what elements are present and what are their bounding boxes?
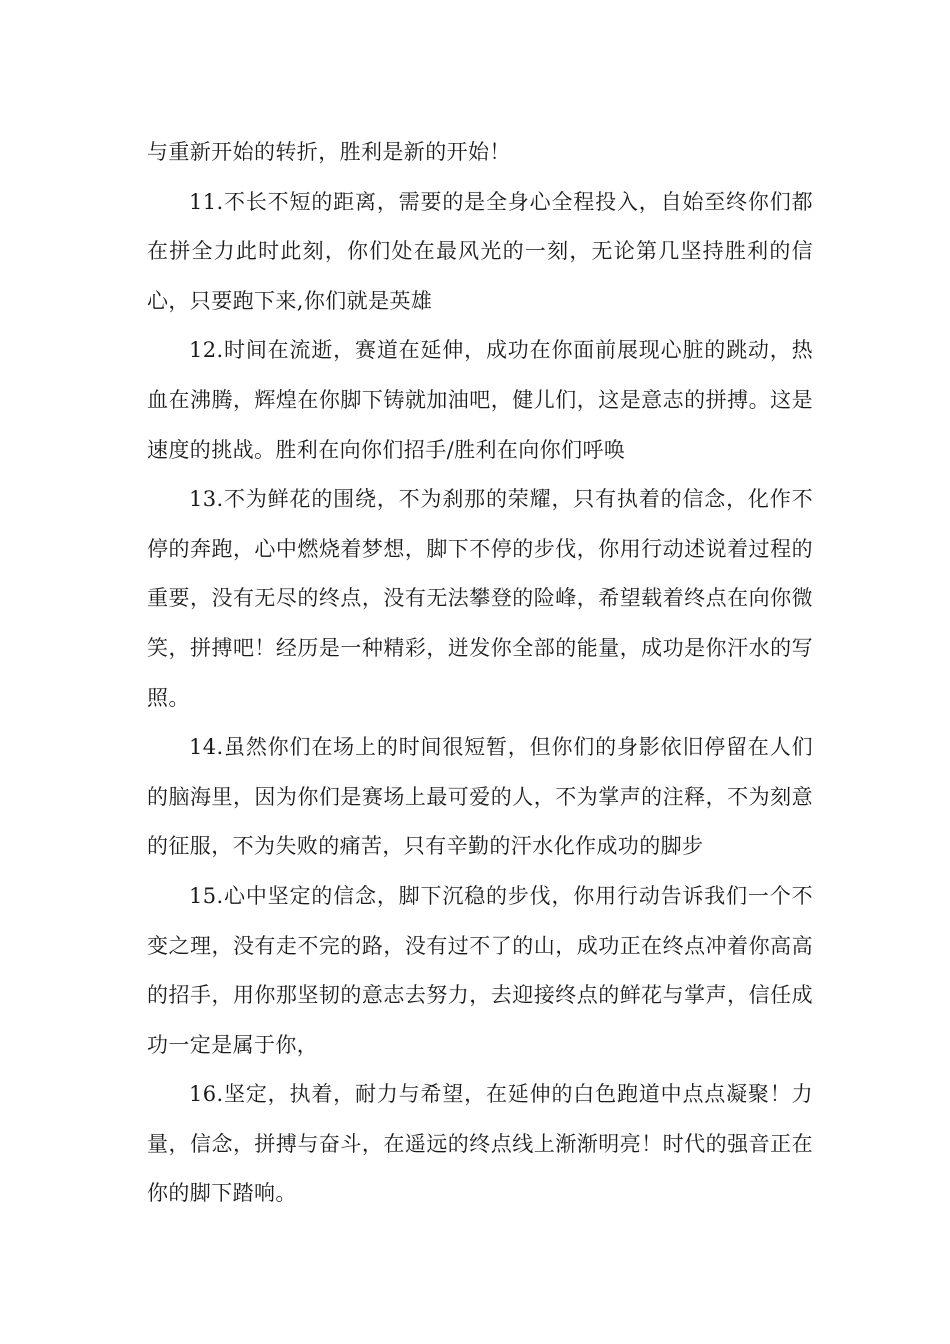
paragraph-12: 12.时间在流逝，赛道在延伸，成功在你面前展现心脏的跳动，热血在沸腾，辉煌在你脚下铸就加油吧，健儿们，这是意志的拼搏。这是速度的挑战。胜利在向你们招手/胜利在向你们呼唤 [147, 338, 813, 462]
paragraph-continuation: 与重新开始的转折，胜利是新的开始！ [147, 140, 511, 164]
paragraph-14: 14.虽然你们在场上的时间很短暂，但你们的身影依旧停留在人们的脑海里，因为你们是赛场上最可爱的人，不为掌声的注释，不为刻意的征服，不为失败的痛苦，只有辛勤的汗水化作成功的脚步 [147, 735, 813, 859]
paragraph-11: 11.不长不短的距离，需要的是全身心全程投入，自始至终你们都在拼全力此时此刻，你们处在最风光的一刻，无论第几坚持胜利的信心，只要跑下来,你们就是英雄 [147, 189, 813, 313]
paragraph-16: 16.坚定，执着，耐力与希望，在延伸的白色跑道中点点凝聚！力量，信念，拼搏与奋斗，在遥远的终点线上渐渐明亮！时代的强音正在你的脚下踏响。 [147, 1082, 813, 1206]
document-body [147, 128, 813, 1219]
paragraph-13: 13.不为鲜花的围绕，不为刹那的荣耀，只有执着的信念，化作不停的奔跑，心中燃烧着梦想，脚下不停的步伐，你用行动述说着过程的重要，没有无尽的终点，没有无法攀登的险峰，希望载着终点在向你微笑，拼搏吧！经历是一种精彩，迸发你全部的能量，成功是你汗水的写照。 [147, 487, 813, 710]
paragraph-15: 15.心中坚定的信念，脚下沉稳的步伐，你用行动告诉我们一个不变之理，没有走不完的路，没有过不了的山，成功正在终点冲着你高高的招手，用你那坚韧的意志去努力，去迎接终点的鲜花与掌声，信任成功一定是属于你， [147, 883, 813, 1057]
